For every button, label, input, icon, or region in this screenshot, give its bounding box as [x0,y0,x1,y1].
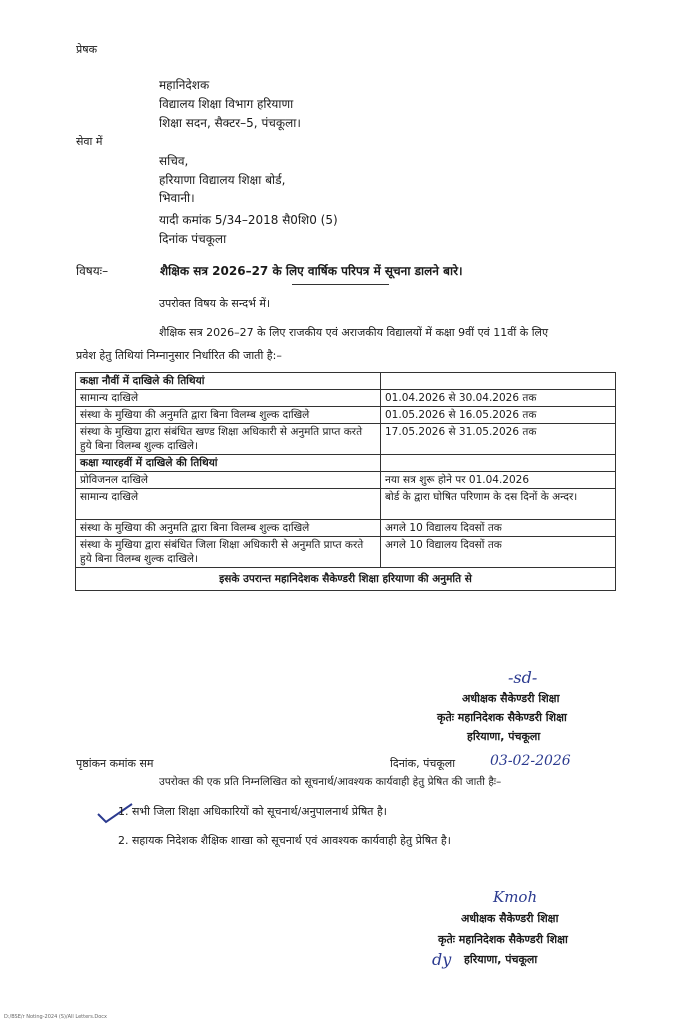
sender-line-1: महानिदेशक [159,78,210,92]
signature2-line-1: अधीक्षक सैकेण्डरी शिक्षा [461,912,559,925]
signature1-line-1: अधीक्षक सैकेण्डरी शिक्षा [462,692,560,705]
file-path: D:/BSE/r Noting-2024 (S)/All Letters.Docx [4,1014,108,1020]
table-row [76,407,616,424]
class11-heading-row [76,455,616,472]
subject-underline [292,284,389,285]
endorsement-date-label: दिनांक, पंचकूला [390,757,456,770]
final-note-row [76,568,616,591]
class9-heading: कक्षा नौवीं में दाखिले की तिथियां [76,373,381,390]
signature-mark-2: Kmoh [493,888,538,906]
handwritten-date: 03-02-2026 [490,753,571,769]
empty-cell [381,455,616,472]
signature2-line-3: हरियाणा, पंचकूला [464,953,538,966]
reference-line: उपरोक्त विषय के सन्दर्भ में। [159,297,271,310]
sender-label: प्रेषक [76,43,98,56]
memo-date: दिनांक पंचकूला [159,232,227,246]
table-row [76,520,616,537]
recipient-line-3: भिवानी। [159,191,195,205]
recipient-line-1: सचिव, [159,154,189,168]
table-row [76,472,616,489]
paragraph-line-1: शैक्षिक सत्र 2026–27 के लिए राजकीय एवं अराजकीय विद्यालयों में कक्षा 9वीं एवं 11वीं के लिए [159,326,549,339]
row-value: नया सत्र शुरू होने पर 01.04.2026 [381,472,616,489]
admission-dates-table [75,372,616,591]
row-value: 01.05.2026 से 16.05.2026 तक [381,407,616,424]
class11-heading: कक्षा ग्यारहवीं में दाखिले की तिथियां [76,455,381,472]
endorsement-item-2: 2. सहायक निदेशक शैक्षिक शाखा को सूचनार्थ एवं आवश्यक कार्यवाही हेतु प्रेषित है। [118,834,451,847]
endorsement-label: पृष्ठांकन कमांक सम [76,757,154,770]
sender-line-3: शिक्षा सदन, सैक्टर–5, पंचकूला। [159,116,301,130]
signature2-line-2: कृतेः महानिदेशक सैकेण्डरी शिक्षा [438,933,568,946]
recipient-line-2: हरियाणा विद्यालय शिक्षा बोर्ड, [159,173,286,187]
initials-mark: dy [432,950,452,969]
memo-number: यादी कमांक 5/34–2018 सै0शि0 (5) [159,213,338,227]
subject-label: विषयः– [76,264,109,278]
table-row [76,424,616,455]
table-row [76,390,616,407]
table-row [76,489,616,520]
row-label: संस्था के मुखिया द्वारा संबंधित खण्ड शिक्षा अधिकारी से अनुमति प्राप्त करते हुये बिना विलम्ब शुल्क दाखिले। [76,424,381,455]
row-value: 01.04.2026 से 30.04.2026 तक [381,390,616,407]
final-note: इसके उपरान्त महानिदेशक सैकेण्डरी शिक्षा हरियाणा की अनुमति से [76,568,616,591]
recipient-label: सेवा में [76,135,103,148]
class9-heading-row [76,373,616,390]
endorsement-item-1: 1. सभी जिला शिक्षा अधिकारियों को सूचनार्थ/अनुपालनार्थ प्रेषित है। [118,805,387,818]
signature-mark: -sd- [508,668,538,687]
sender-line-2: विद्यालय शिक्षा विभाग हरियाणा [159,97,294,111]
row-label: संस्था के मुखिया की अनुमति द्वारा बिना विलम्ब शुल्क दाखिले [76,520,381,537]
row-value: 17.05.2026 से 31.05.2026 तक [381,424,616,455]
row-value: अगले 10 विद्यालय दिवसों तक [381,537,616,568]
row-label: सामान्य दाखिले [76,390,381,407]
table-row [76,537,616,568]
row-label: संस्था के मुखिया की अनुमति द्वारा बिना विलम्ब शुल्क दाखिले [76,407,381,424]
row-label: प्रोविजनल दाखिले [76,472,381,489]
subject-text: शैक्षिक सत्र 2026–27 के लिए वार्षिक परिपत्र में सूचना डालने बारे। [160,264,463,278]
paragraph-line-2: प्रवेश हेतु तिथियां निम्नानुसार निर्धारित की जाती है:– [76,349,282,362]
signature1-line-3: हरियाणा, पंचकूला [467,730,541,743]
empty-cell [381,373,616,390]
endorsement-intro: उपरोक्त की एक प्रति निम्नलिखित को सूचनार्थ/आवश्यक कार्यवाही हेतु प्रेषित की जाती हैः– [159,776,502,788]
signature1-line-2: कृतेः महानिदेशक सैकेण्डरी शिक्षा [437,711,567,724]
row-label: संस्था के मुखिया द्वारा संबंधित जिला शिक्षा अधिकारी से अनुमति प्राप्त करते हुये बिना विलम्ब शुल्क दाखिले। [76,537,381,568]
row-value: अगले 10 विद्यालय दिवसों तक [381,520,616,537]
row-label: सामान्य दाखिले [76,489,381,520]
row-value: बोर्ड के द्वारा घोषित परिणाम के दस दिनों के अन्दर। [381,489,616,520]
